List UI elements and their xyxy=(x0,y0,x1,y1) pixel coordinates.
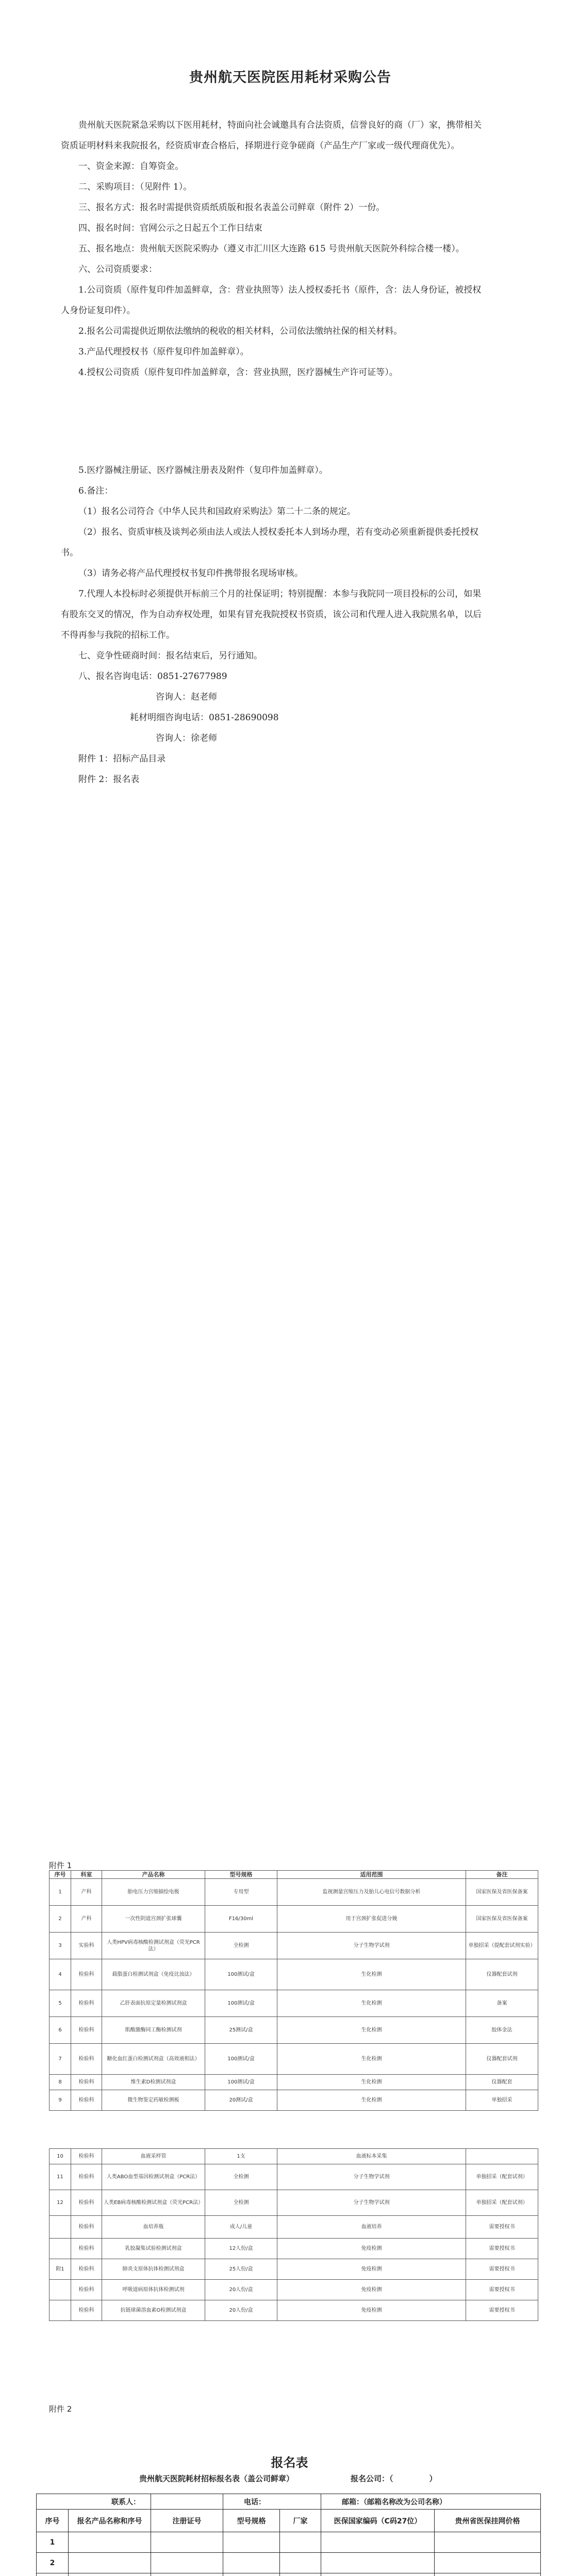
contact-person-1: 咨询人：赵老师 xyxy=(156,692,217,702)
input-col-insurance-code[interactable] xyxy=(321,2573,435,2576)
header-col-spec: 型号规格 xyxy=(205,1871,277,1879)
cell-col-spec: 100测试/盒 xyxy=(205,1959,277,1990)
cell-col-product: 糖化血红蛋白检测试剂盒（高效液相法） xyxy=(102,2044,205,2075)
input-col-spec[interactable] xyxy=(223,2532,280,2553)
cell-col-scope: 监视测量宫缩压力及胎儿心电信号数据分析 xyxy=(277,1879,466,1906)
header-col-manufacturer: 厂家 xyxy=(280,2510,321,2532)
cell-col-spec: 全检测 xyxy=(205,1933,277,1959)
notice-paragraph: 一、资金来源：自筹资金。 xyxy=(78,161,184,172)
input-col-insurance-code[interactable] xyxy=(321,2553,435,2573)
table-row xyxy=(49,2300,538,2321)
input-col-registration-no[interactable] xyxy=(151,2553,223,2573)
table-row xyxy=(49,2075,538,2090)
cell-col-product: 血培养瓶 xyxy=(102,2216,205,2239)
notice-paragraph: 七、竞争性磋商时间：报名结束后，另行通知。 xyxy=(78,651,262,661)
product-table-part1 xyxy=(49,1870,538,2111)
attachment-1-label: 附件 1 xyxy=(49,1861,72,1870)
input-col-price[interactable] xyxy=(435,2573,541,2576)
notice-section xyxy=(61,66,484,790)
cell-col-product: 呼吸道病原体抗体检测试剂 xyxy=(102,2280,205,2300)
table-row xyxy=(49,2190,538,2216)
cell-col-index: 2 xyxy=(49,1906,71,1933)
table-row xyxy=(49,2044,538,2075)
cell-col-product: 维生素D检测试剂盒 xyxy=(102,2075,205,2090)
table-row xyxy=(49,1959,538,1990)
table-row xyxy=(49,2280,538,2300)
cell-col-note: 仪器配套试剂 xyxy=(466,2044,538,2075)
table-row xyxy=(49,2090,538,2111)
table-row xyxy=(49,2239,538,2259)
cell-col-index: 附1 xyxy=(49,2259,71,2280)
registration-table-header xyxy=(37,2510,541,2532)
input-col-price[interactable] xyxy=(435,2553,541,2573)
cell-col-dept: 检验科 xyxy=(71,2239,102,2259)
header-col-product-name: 报名产品名称和序号 xyxy=(69,2510,151,2532)
cell-col-note: 胶体金法 xyxy=(466,2017,538,2044)
cell-col-product: 一次性阴道宫颈扩张球囊 xyxy=(102,1906,205,1933)
notice-paragraph: 4.授权公司资质（原件复印件加盖鲜章，含：营业执照，医疗器械生产许可证等）。 xyxy=(78,367,398,378)
cell-col-spec: 12人份/盒 xyxy=(205,2239,277,2259)
cell-col-scope: 血液标本采集 xyxy=(277,2149,466,2164)
notice-paragraph: 六、公司资质要求： xyxy=(78,264,157,275)
cell-col-spec: 100测试/盒 xyxy=(205,2075,277,2090)
notice-body-part2 xyxy=(61,460,484,687)
notice-paragraph: 1.公司资质（原件复印件加盖鲜章，含：营业执照等）法人授权委托书（原件，含：法人身份证，被授权人身份证复印件）。 xyxy=(61,285,482,316)
phone-label: 电话： xyxy=(223,2494,321,2510)
notice-paragraph: 2.报名公司需提供近期依法缴纳的税收的相关材料，公司依法缴纳社保的相关材料。 xyxy=(78,326,403,336)
notice-paragraph: 三、报名方式：报名时需提供资质纸质版和报名表盖公司鲜章（附件 2）一份。 xyxy=(78,202,385,213)
attachment-2-ref: 附件 2：报名表 xyxy=(78,774,140,785)
input-col-spec[interactable] xyxy=(223,2553,280,2573)
cell-col-dept: 检验科 xyxy=(71,2190,102,2216)
cell-col-product: 肌酸激酶同工酶检测试剂 xyxy=(102,2017,205,2044)
cell-col-scope: 生化检测 xyxy=(277,2017,466,2044)
header-col-dept: 科室 xyxy=(71,1871,102,1879)
company-close: ） xyxy=(429,2474,437,2483)
cell-col-scope: 分子生物学试剂 xyxy=(277,2190,466,2216)
input-col-product-name[interactable] xyxy=(69,2573,151,2576)
notice-paragraph: （1）报名公司符合《中华人民共和国政府采购法》第二十二条的规定。 xyxy=(78,506,356,517)
cell-col-product: 载脂蛋白检测试剂盒（免疫比浊法） xyxy=(102,1959,205,1990)
cell-col-product: 抗链球菌溶血素O检测试剂盒 xyxy=(102,2300,205,2321)
cell-col-note xyxy=(466,2149,538,2164)
cell-col-spec: 20测试/盒 xyxy=(205,2090,277,2111)
notice-paragraph: 贵州航天医院紧急采购以下医用耗材，特面向社会诚邀具有合法资质，信誉良好的商（厂）家，携带相关资质证明材料来我院报名，经资质审查合格后，择期进行竞争磋商（产品生产厂家或一级代理商优先）。 xyxy=(61,120,482,151)
cell-col-note: 单独招采 xyxy=(466,2090,538,2111)
cell-col-index: 11 xyxy=(49,2164,71,2190)
cell-col-index: 9 xyxy=(49,2090,71,2111)
cell-col-scope: 分子生物学试剂 xyxy=(277,1933,466,1959)
cell-col-dept: 检验科 xyxy=(71,2164,102,2190)
header-col-insurance-code: 医保国家编码（C码27位） xyxy=(321,2510,435,2532)
input-col-manufacturer[interactable] xyxy=(280,2573,321,2576)
cell-col-product: 人类ABO血型基因检测试剂盒（PCR法） xyxy=(102,2164,205,2190)
cell-col-scope: 生化检测 xyxy=(277,2044,466,2075)
cell-col-product: 人类EB病毒核酸检测试剂盒（荧光PCR法） xyxy=(102,2190,205,2216)
form-row xyxy=(37,2553,541,2573)
cell-col-index: 1 xyxy=(49,1879,71,1906)
cell-col-product: 肺炎支原体抗体检测试剂盒 xyxy=(102,2259,205,2280)
cell-col-dept: 检验科 xyxy=(71,2259,102,2280)
cell-col-index: 5 xyxy=(49,1990,71,2017)
notice-title: 贵州航天医院医用耗材采购公告 xyxy=(189,70,391,86)
cell-col-dept: 检验科 xyxy=(71,1990,102,2017)
cell-col-dept: 检验科 xyxy=(71,2280,102,2300)
contact-value[interactable] xyxy=(151,2494,223,2510)
cell-col-dept: 检验科 xyxy=(71,2216,102,2239)
cell-col-scope: 生化检测 xyxy=(277,1990,466,2017)
input-col-product-name[interactable] xyxy=(69,2553,151,2573)
cell-col-note: 需要授权书 xyxy=(466,2216,538,2239)
input-col-spec[interactable] xyxy=(223,2573,280,2576)
cell-col-index xyxy=(49,2280,71,2300)
cell-col-scope: 免疫检测 xyxy=(277,2239,466,2259)
cell-col-spec: 25人份/盒 xyxy=(205,2259,277,2280)
cell-col-index: 10 xyxy=(49,2149,71,2164)
product-table-header xyxy=(49,1871,538,1879)
table-row xyxy=(49,1990,538,2017)
cell-col-note: 国家医保及省医保备案 xyxy=(466,1906,538,1933)
cell-col-index xyxy=(49,2300,71,2321)
notice-paragraph: 7.代理人本投标时必须提供开标前三个月的社保证明；特别提醒：本参与我院同一项目投标的公司，如果有股东交叉的情况，作为自动弃权处理，如果有冒充我院授权书资质，该公司和代理人进入我院黑名单，以后不得再参与我院的招标工作。 xyxy=(61,589,482,640)
company-field xyxy=(351,2473,437,2484)
cell-col-note: 仪器配套 xyxy=(466,2075,538,2090)
attachment-2-label: 附件 2 xyxy=(49,2404,72,2414)
cell-col-scope: 分子生物学试剂 xyxy=(277,2164,466,2190)
cell-col-spec: 25测试/盒 xyxy=(205,2017,277,2044)
cell-col-spec: F16/30ml xyxy=(205,1906,277,1933)
form-subtitle: 贵州航天医院耗材招标报名表（盖公司鲜章） xyxy=(139,2474,294,2483)
header-col-scope: 适用范围 xyxy=(277,1871,466,1879)
header-col-spec: 型号规格 xyxy=(223,2510,280,2532)
cell-col-index: 12 xyxy=(49,2190,71,2216)
notice-body-part1 xyxy=(61,115,484,383)
registration-table-part1 xyxy=(36,2494,541,2576)
header-col-index: 序号 xyxy=(49,1871,71,1879)
cell-col-product: 乳胶凝集试验检测试剂盒 xyxy=(102,2239,205,2259)
cell-col-dept: 检验科 xyxy=(71,1959,102,1990)
cell-col-note: 备案 xyxy=(466,1990,538,2017)
cell-col-note: 需要授权书 xyxy=(466,2239,538,2259)
cell-col-note: 国家医保及省医保备案 xyxy=(466,1879,538,1906)
input-col-product-name[interactable] xyxy=(69,2532,151,2553)
table-row xyxy=(49,2164,538,2190)
cell-col-spec: 1支 xyxy=(205,2149,277,2164)
cell-col-dept: 检验科 xyxy=(71,2017,102,2044)
cell-col-product: 血液采样管 xyxy=(102,2149,205,2164)
cell-col-spec: 全检测 xyxy=(205,2164,277,2190)
header-col-product: 产品名称 xyxy=(102,1871,205,1879)
form-row xyxy=(37,2532,541,2553)
row-number: 1 xyxy=(37,2532,69,2553)
attachment-1-ref: 附件 1：招标产品目录 xyxy=(78,754,166,764)
contact-label: 联系人： xyxy=(37,2494,151,2510)
header-col-index: 序号 xyxy=(37,2510,69,2532)
cell-col-scope: 血液培养 xyxy=(277,2216,466,2239)
cell-col-spec: 20人份/盒 xyxy=(205,2280,277,2300)
header-col-price: 贵州省医保挂网价格 xyxy=(435,2510,541,2532)
notice-paragraph: 3.产品代理授权书（原件复印件加盖鲜章）。 xyxy=(78,347,249,357)
cell-col-spec: 20人份/盒 xyxy=(205,2300,277,2321)
cell-col-index: 3 xyxy=(49,1933,71,1959)
cell-col-note: 需要授权书 xyxy=(466,2259,538,2280)
cell-col-scope: 免疫检测 xyxy=(277,2259,466,2280)
cell-col-product: 乙肝表面抗原定量检测试剂盒 xyxy=(102,1990,205,2017)
cell-col-index xyxy=(49,2216,71,2239)
cell-col-spec: 成人/儿童 xyxy=(205,2216,277,2239)
cell-col-note: 单独招采（配套试剂） xyxy=(466,2190,538,2216)
cell-col-spec: 100测试/盒 xyxy=(205,1990,277,2017)
notice-paragraph: 四、报名时间：官网公示之日起五个工作日结束 xyxy=(78,223,262,233)
cell-col-dept: 实验科 xyxy=(71,1933,102,1959)
input-col-registration-no[interactable] xyxy=(151,2532,223,2553)
notice-paragraph: （3）请务必将产品代理授权书复印件携带报名现场审核。 xyxy=(78,568,303,579)
cell-col-product: 微生物鉴定药敏检测板 xyxy=(102,2090,205,2111)
table-row xyxy=(49,2216,538,2239)
form-row xyxy=(37,2573,541,2576)
cell-col-note: 需要授权书 xyxy=(466,2300,538,2321)
consumables-phone: 耗材明细咨询电话：0851-28690098 xyxy=(130,713,279,723)
cell-col-spec: 专用型 xyxy=(205,1879,277,1906)
notice-paragraph: 6.备注： xyxy=(78,486,113,496)
table-row xyxy=(49,1906,538,1933)
cell-col-index: 7 xyxy=(49,2044,71,2075)
cell-col-note: 单独招采（配套试剂） xyxy=(466,2164,538,2190)
notice-paragraph: 八、报名咨询电话：0851-27677989 xyxy=(78,671,227,682)
cell-col-spec: 100测试/盒 xyxy=(205,2044,277,2075)
cell-col-dept: 检验科 xyxy=(71,2149,102,2164)
cell-col-index: 6 xyxy=(49,2017,71,2044)
cell-col-scope: 免疫检测 xyxy=(277,2280,466,2300)
input-col-insurance-code[interactable] xyxy=(321,2532,435,2553)
product-table-part2 xyxy=(49,2148,538,2321)
notice-paragraph: 二、采购项目：（见附件 1）。 xyxy=(78,182,192,192)
blank-gap xyxy=(61,383,484,460)
email-label: 邮箱：（邮箱名称改为公司名称） xyxy=(321,2494,541,2510)
cell-col-scope: 生化检测 xyxy=(277,2075,466,2090)
input-col-price[interactable] xyxy=(435,2532,541,2553)
cell-col-scope: 生化检测 xyxy=(277,1959,466,1990)
cell-col-index: 8 xyxy=(49,2075,71,2090)
contact-person-2: 咨询人：徐老师 xyxy=(156,733,217,743)
cell-col-scope: 免疫检测 xyxy=(277,2300,466,2321)
table-row xyxy=(49,2259,538,2280)
row-number xyxy=(37,2573,69,2576)
registration-contact-row xyxy=(37,2494,541,2510)
header-col-note: 备注 xyxy=(466,1871,538,1879)
cell-col-note: 仪器配套试剂 xyxy=(466,1959,538,1990)
input-col-manufacturer[interactable] xyxy=(280,2553,321,2573)
cell-col-dept: 产科 xyxy=(71,1906,102,1933)
cell-col-dept: 产科 xyxy=(71,1879,102,1906)
cell-col-note: 需要授权书 xyxy=(466,2280,538,2300)
cell-col-dept: 检验科 xyxy=(71,2090,102,2111)
notice-paragraph: 5.医疗器械注册证、医疗器械注册表及附件（复印件加盖鲜章）。 xyxy=(78,465,328,476)
input-col-registration-no[interactable] xyxy=(151,2573,223,2576)
cell-col-product: 胎电压力宫缩描绘电极 xyxy=(102,1879,205,1906)
cell-col-dept: 检验科 xyxy=(71,2044,102,2075)
table-row xyxy=(49,1933,538,1959)
header-col-registration-no: 注册证号 xyxy=(151,2510,223,2532)
cell-col-scope: 用于宫颈扩张促进分娩 xyxy=(277,1906,466,1933)
cell-col-dept: 检验科 xyxy=(71,2300,102,2321)
row-number: 2 xyxy=(37,2553,69,2573)
table-row xyxy=(49,1879,538,1906)
cell-col-spec: 全检测 xyxy=(205,2190,277,2216)
cell-col-index: 4 xyxy=(49,1959,71,1990)
company-label: 报名公司：（ xyxy=(351,2474,393,2483)
notice-paragraph: 五、报名地点：贵州航天医院采购办（遵义市汇川区大连路 615 号贵州航天医院外科综合楼一楼）。 xyxy=(78,244,465,254)
cell-col-product: 人类HPV病毒核酸检测试剂盒（荧光PCR法） xyxy=(102,1933,205,1959)
cell-col-note: 单独招采（提配套试剂实验） xyxy=(466,1933,538,1959)
table-row xyxy=(49,2017,538,2044)
cell-col-index xyxy=(49,2239,71,2259)
notice-paragraph: （2）报名、资质审核及谈判必须由法人或法人授权委托本人到场办理，若有变动必须重新提供委托授权书。 xyxy=(61,527,478,558)
form-title: 报名表 xyxy=(271,2455,308,2470)
cell-col-scope: 生化检测 xyxy=(277,2090,466,2111)
cell-col-dept: 检验科 xyxy=(71,2075,102,2090)
table-row xyxy=(49,2149,538,2164)
input-col-manufacturer[interactable] xyxy=(280,2532,321,2553)
